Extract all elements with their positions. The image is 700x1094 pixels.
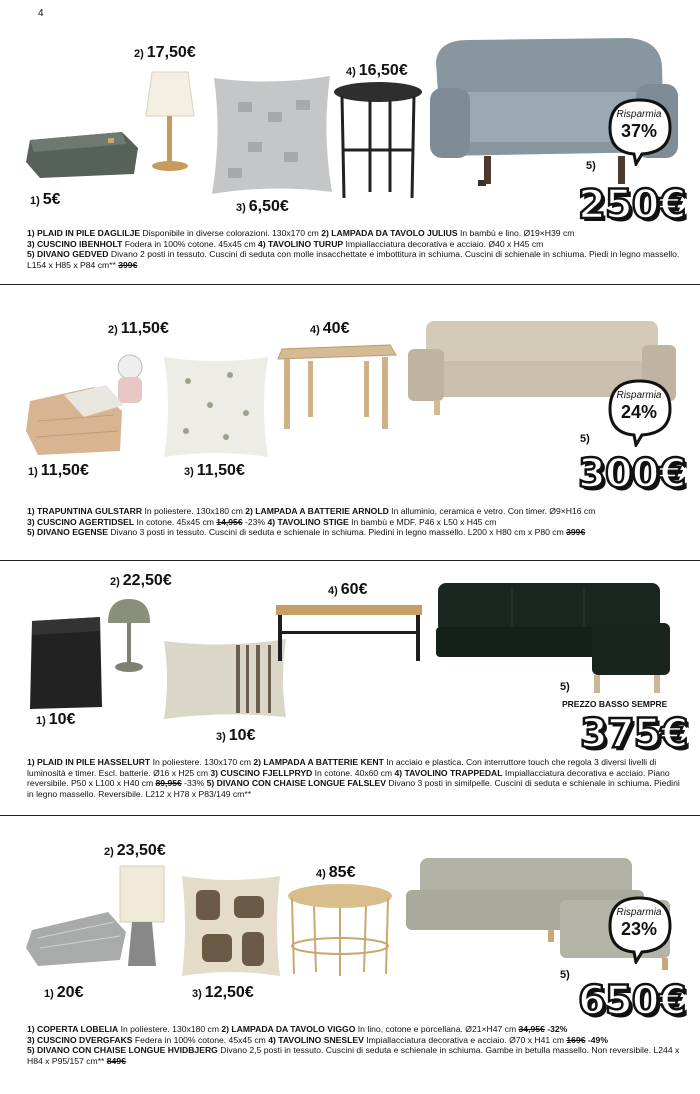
price-value: 60€ — [340, 581, 368, 598]
product-details: In poliestere. 130x170 cm — [150, 757, 254, 767]
price-value: 10€ — [228, 727, 256, 744]
product-name: 4) TAVOLINO STIGE — [267, 516, 349, 527]
price-item-4 — [310, 320, 349, 338]
blanket-image — [24, 908, 130, 970]
product-name: 5) DIVANO CON CHAISE LONGUE HVIDBJERG — [27, 1045, 218, 1056]
discount: -32% — [544, 1024, 568, 1034]
discount: -49% — [585, 1034, 608, 1045]
product-name: 2) LAMPADA DA TAVOLO JULIUS — [321, 228, 458, 238]
product-name: 3) CUSCINO AGERTIDSEL — [27, 516, 135, 527]
badge-label: Risparmia — [616, 390, 662, 401]
product-description — [27, 228, 682, 270]
product-name: 3) CUSCINO FJELLPRYD — [210, 767, 313, 778]
product-details: Fodera in 100% cotone. 45x45 cm — [122, 238, 258, 249]
item-index: 3) — [184, 466, 194, 478]
product-details: In poliestere. 130x180 cm — [118, 1024, 222, 1034]
price-value: 17,50€ — [146, 44, 196, 61]
product-details: In cotone. 40x60 cm — [312, 767, 395, 778]
product-details: In bambù e lino. Ø19×H39 cm — [457, 228, 575, 238]
badge-value: 24% — [620, 402, 658, 422]
item-index: 4) — [310, 324, 320, 336]
table-lamp-image — [140, 68, 200, 178]
product-description — [27, 1024, 682, 1066]
product-details: In alluminio, ceramica e vetro. Con timer. Ø9×H16 cm — [388, 506, 596, 516]
product-name: 4) TAVOLINO TRAPPEDAL — [394, 767, 503, 778]
product-details: Impiallacciatura decorativa e acciaio. Ø40 x H45 cm — [343, 238, 544, 249]
product-section-3 — [0, 561, 700, 815]
item-index: 4) — [328, 585, 338, 597]
product-name: 4) TAVOLINO TURUP — [258, 238, 344, 249]
price-item-3 — [192, 984, 254, 1002]
product-details: Impiallacciatura decorativa e acciaio. Piano reversibile. P50 x L100 x H40 cm — [27, 767, 670, 789]
product-name: 5) DIVANO EGENSE — [27, 527, 109, 538]
item-index: 3) — [216, 731, 226, 743]
old-price: 14,95€ — [216, 516, 243, 527]
old-price: 89,95€ — [155, 778, 182, 789]
badge-label: Risparmia — [616, 907, 662, 918]
discount: -23% — [242, 516, 268, 527]
cushion-image — [160, 635, 290, 721]
price-value: 12,50€ — [204, 984, 254, 1001]
side-table-image — [272, 339, 400, 431]
item-index: 3) — [236, 202, 246, 214]
sofa-chaise-image — [432, 579, 672, 695]
cushion-image — [208, 72, 336, 197]
price-item-3 — [236, 198, 289, 216]
item-index: 4) — [316, 868, 326, 880]
product-details: Federa in 100% cotone. 45x45 cm — [132, 1034, 269, 1045]
product-details: In bambù e MDF. P46 x L50 x H45 cm — [348, 516, 497, 527]
low-price-tag: PREZZO BASSO SEMPRE — [562, 699, 668, 709]
price-value: 40€ — [322, 320, 350, 337]
price-item-1 — [44, 984, 83, 1002]
savings-badge — [606, 377, 676, 441]
price-item-3 — [184, 462, 245, 480]
old-price: 399€ — [118, 259, 138, 270]
item-index: 5) — [560, 681, 570, 693]
item-index: 2) — [134, 48, 144, 60]
old-price: 169€ — [566, 1034, 586, 1045]
item-index: 1) — [36, 715, 46, 727]
product-name: 2) LAMPADA DA TAVOLO VIGGO — [221, 1024, 356, 1034]
table-lamp-image — [116, 862, 168, 972]
cushion-image — [160, 353, 272, 461]
item-index: 5) — [586, 160, 596, 172]
product-description — [27, 757, 682, 799]
product-details: In lino, cotone e porcellana. Ø21×H47 cm — [355, 1024, 519, 1034]
price-item-4 — [328, 581, 367, 599]
price-item-1 — [36, 711, 75, 729]
product-details: Disponibile in diverse colorazioni. 130x170 cm — [140, 228, 322, 238]
item-index: 2) — [104, 846, 114, 858]
price-item-3 — [216, 727, 255, 745]
product-details: Impiallacciatura decorativa e acciaio. Ø70 x H41 cm — [363, 1034, 567, 1045]
product-section-2 — [0, 285, 700, 561]
old-price: 34,95€ — [518, 1024, 545, 1034]
round-table-image — [284, 880, 396, 978]
product-details: In poliestere. 130x180 cm — [142, 506, 246, 516]
price-value: 6,50€ — [248, 198, 289, 215]
price-item-2 — [110, 572, 172, 590]
product-details: In cotone. 45x45 cm — [134, 516, 217, 527]
product-name: 3) CUSCINO IBENHOLT — [27, 238, 123, 249]
product-details: Divano 3 posti in tessuto. Cuscini di seduta e schienale in schiuma. Piedini in legno massello. L200 x H80 cm x P80 cm — [108, 527, 567, 538]
price-item-1 — [30, 191, 61, 209]
big-price: 650€ — [578, 978, 686, 1024]
price-value: 10€ — [48, 711, 76, 728]
product-section-4 — [0, 816, 700, 1094]
badge-label: Risparmia — [616, 109, 662, 120]
price-value: 11,50€ — [196, 462, 245, 479]
item-index: 5) — [580, 433, 590, 445]
price-value: 11,50€ — [120, 320, 169, 337]
product-name: 1) COPERTA LOBELIA — [27, 1024, 119, 1034]
price-item-1 — [28, 462, 89, 480]
price-item-4 — [346, 62, 408, 80]
product-details: In acciaio e plastica. Con interruttore touch che regola 3 diversi livelli di luminosità e timer. Escl. batterie. Ø16 x H25 cm — [27, 757, 657, 778]
badge-value: 37% — [620, 121, 658, 141]
price-value: 85€ — [328, 864, 356, 881]
product-name: 3) CUSCINO DVERGFAKS — [27, 1034, 133, 1045]
product-details: Divano 3 posti in similpelle. Cuscini di seduta e schienale in schiuma. Piedini in legno massello. Reversibile. L212 x H78 x P83/149 cm** — [27, 778, 680, 799]
badge-value: 23% — [620, 919, 658, 939]
plaid-image — [22, 118, 142, 183]
big-price: 300€ — [578, 451, 686, 497]
item-index: 5) — [560, 969, 570, 981]
item-index: 2) — [110, 576, 120, 588]
big-price: 375€ — [580, 711, 688, 757]
price-value: 23,50€ — [116, 842, 166, 859]
product-name: 5) DIVANO CON CHAISE LONGUE FALSLEV — [206, 778, 387, 789]
product-details: Divano 2 posti in tessuto. Cuscini di seduta con molle insacchettate e imbottitura in schiuma. Cuscini di schienale in schiuma. Piedi in legno massello. L154 x H85 x P84 cm** — [27, 249, 680, 270]
product-name: 1) PLAID IN PILE HASSELURT — [27, 757, 151, 767]
price-item-2 — [104, 842, 166, 860]
savings-badge — [606, 894, 676, 958]
discount: -33% — [181, 778, 207, 789]
big-price: 250€ — [578, 182, 686, 228]
price-value: 5€ — [42, 191, 61, 208]
price-item-2 — [134, 44, 196, 62]
battery-lamp-image — [110, 353, 150, 405]
old-price: 399€ — [566, 527, 586, 538]
item-index: 1) — [28, 466, 38, 478]
item-index: 1) — [44, 988, 54, 1000]
item-index: 1) — [30, 195, 40, 207]
product-name: 1) TRAPUNTINA GULSTARR — [27, 506, 143, 516]
item-index: 2) — [108, 324, 118, 336]
cushion-image — [178, 872, 284, 980]
product-name: 2) LAMPADA A BATTERIE ARNOLD — [245, 506, 389, 516]
price-value: 20€ — [56, 984, 84, 1001]
price-item-4 — [316, 864, 355, 882]
coffee-table-image — [272, 601, 426, 663]
price-item-2 — [108, 320, 169, 338]
product-section-1 — [0, 0, 700, 285]
product-name: 4) TAVOLINO SNESLEV — [268, 1034, 364, 1045]
page-number: 4 — [38, 8, 44, 19]
old-price: 849€ — [106, 1055, 126, 1066]
item-index: 3) — [192, 988, 202, 1000]
product-details: Divano 2,5 posti in tessuto. Cuscini di seduta e schienale in schiuma. Gambe in betulla massello. Non reversibile. L244 x H84 x P95/157 cm** — [27, 1045, 680, 1066]
product-description — [27, 506, 682, 538]
product-name: 1) PLAID IN PILE DAGLILJE — [27, 228, 141, 238]
product-name: 2) LAMPADA A BATTERIE KENT — [253, 757, 384, 767]
plaid-image — [26, 615, 106, 711]
battery-lamp-image — [104, 597, 154, 675]
item-index: 4) — [346, 66, 356, 78]
price-value: 22,50€ — [122, 572, 172, 589]
price-value: 11,50€ — [40, 462, 89, 479]
savings-badge — [606, 96, 676, 160]
side-table-image — [330, 80, 426, 200]
price-value: 16,50€ — [358, 62, 408, 79]
product-name: 5) DIVANO GEDVED — [27, 249, 109, 260]
